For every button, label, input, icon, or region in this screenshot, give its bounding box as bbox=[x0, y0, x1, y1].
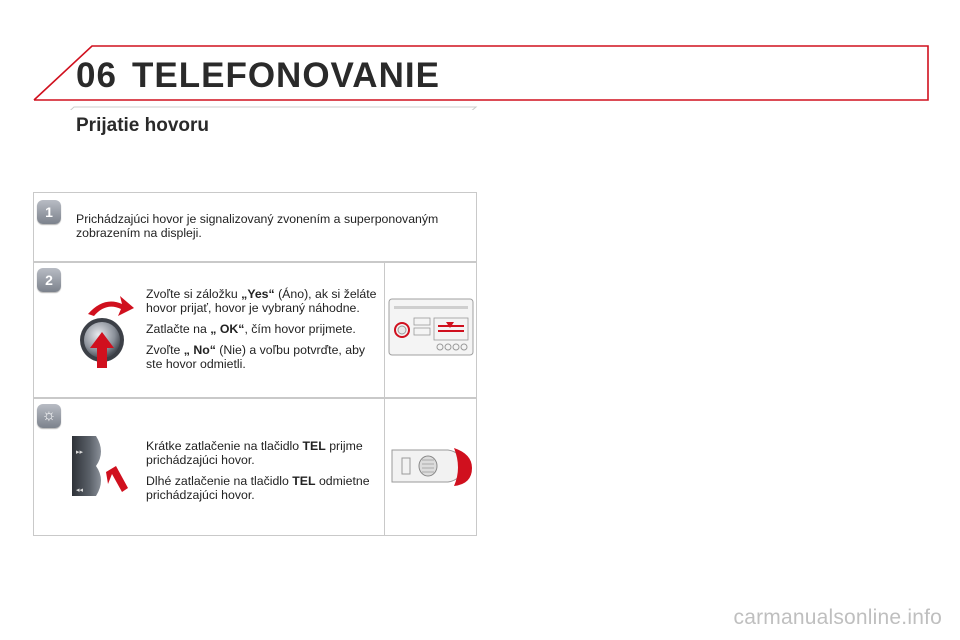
step-2-badge: 2 bbox=[37, 268, 61, 292]
step-3-paragraph-1: Krátke zatlačenie na tlačidlo TEL prijme prichádzajúci hovor. bbox=[146, 439, 363, 467]
chapter-title: TELEFONOVANIE bbox=[132, 56, 440, 95]
step-1-badge: 1 bbox=[37, 200, 61, 224]
step-2-paragraph-1: Zvoľte si záložku „Yes“ (Áno), ak si želáte hovor prijať, hovor je vybraný náhodne. bbox=[146, 287, 377, 315]
step-2-paragraph-3: Zvoľte „ No“ (Nie) a voľbu potvrďte, aby ste hovor odmietli. bbox=[146, 343, 366, 371]
section-title: Prijatie hovoru bbox=[76, 115, 210, 136]
step-1-text: Prichádzajúci hovor je signalizovaný zvonením a superponovaným zobrazením na displeji. bbox=[76, 212, 439, 240]
watermark: carmanualsonline.info bbox=[733, 606, 942, 629]
step-3-divider bbox=[384, 398, 385, 536]
svg-text:▸▸: ▸▸ bbox=[76, 449, 84, 456]
step-3-text bbox=[146, 439, 378, 509]
sun-icon: ☼ bbox=[37, 404, 61, 428]
step-2-text bbox=[146, 287, 378, 378]
step-2-paragraph-2: Zatlačte na „ OK“, čím hovor prijmete. bbox=[146, 322, 356, 336]
stalk-detail-illustration bbox=[388, 440, 474, 492]
step-2-divider bbox=[384, 262, 385, 398]
radio-unit-illustration bbox=[388, 298, 474, 356]
rotary-knob-icon bbox=[70, 292, 140, 372]
chapter-number: 06 bbox=[76, 56, 117, 95]
step-3-paragraph-2: Dlhé zatlačenie na tlačidlo TEL odmietne prichádzajúci hovor. bbox=[146, 474, 370, 502]
steering-stalk-icon bbox=[66, 432, 130, 500]
svg-text:◂◂: ◂◂ bbox=[76, 487, 84, 494]
